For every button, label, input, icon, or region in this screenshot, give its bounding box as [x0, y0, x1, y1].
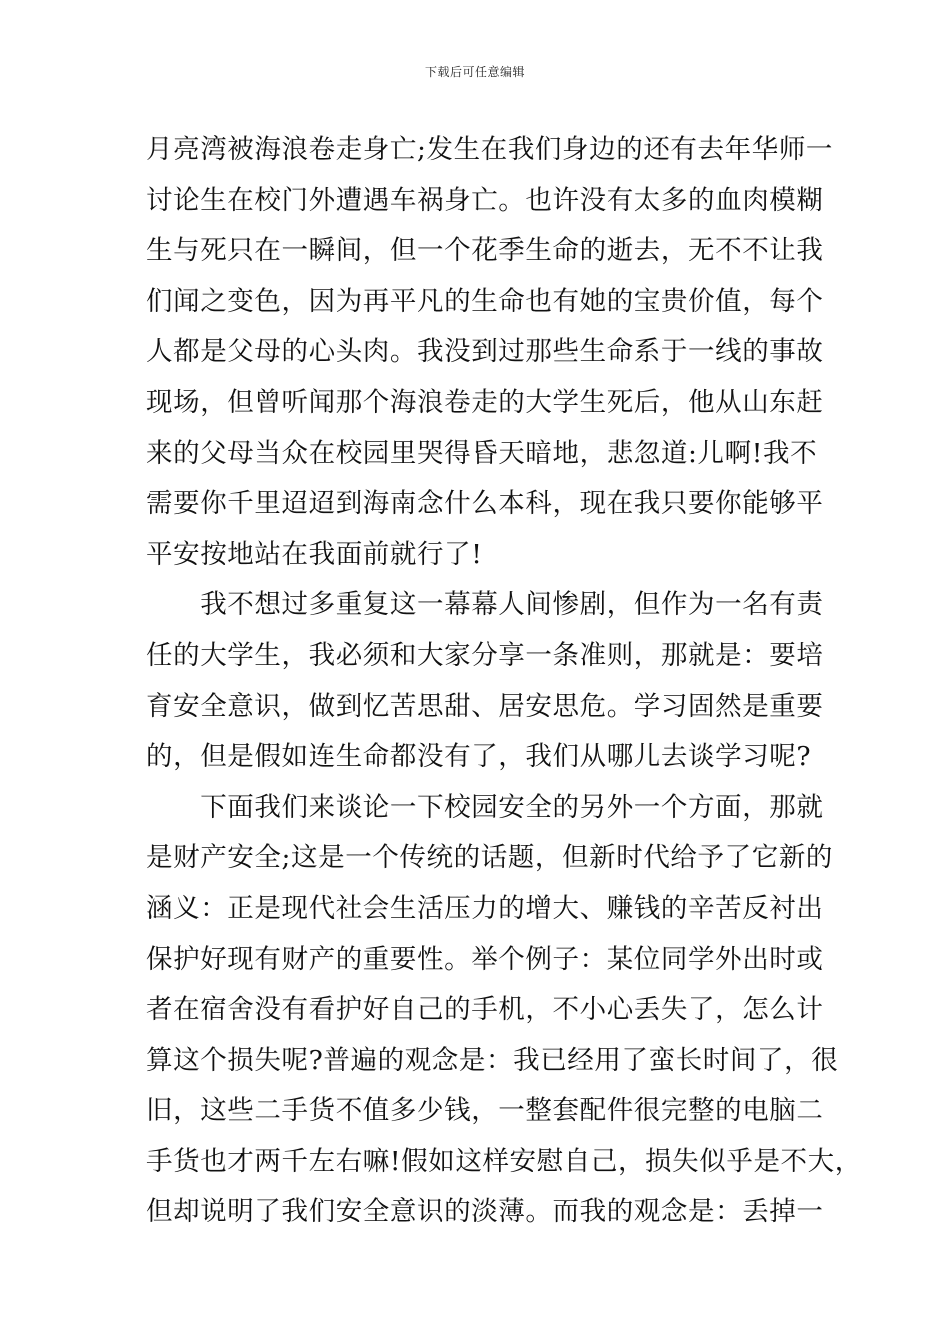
body-line: 任的大学生，我必须和大家分享一条准则，那就是：要培 — [146, 639, 824, 671]
body-line: 的，但是假如连生命都没有了，我们从哪儿去谈学习呢? — [146, 741, 812, 773]
document-body — [146, 125, 862, 1238]
body-line: 们闻之变色，因为再平凡的生命也有她的宝贵价值，每个 — [146, 285, 824, 317]
body-line: 讨论生在校门外遭遇车祸身亡。也许没有太多的血肉模糊 — [146, 184, 824, 216]
body-line: 生与死只在一瞬间，但一个花季生命的逝去，无不不让我 — [146, 235, 824, 267]
body-line: 现场，但曾听闻那个海浪卷走的大学生死后，他从山东赶 — [146, 386, 824, 418]
body-line: 月亮湾被海浪卷走身亡;发生在我们身边的还有去年华师一 — [146, 134, 834, 165]
body-line: 保护好现有财产的重要性。举个例子：某位同学外出时或 — [146, 943, 824, 975]
body-line: 平安按地站在我面前就行了! — [146, 538, 483, 570]
body-line: 育安全意识，做到忆苦思甜、居安思危。学习固然是重要 — [146, 690, 824, 722]
body-line: 人都是父母的心头肉。我没到过那些生命系于一线的事故 — [146, 336, 824, 368]
body-line: 旧，这些二手货不值多少钱，一整套配件很完整的电脑二 — [146, 1095, 824, 1127]
body-line: 涵义：正是现代社会生活压力的增大、赚钱的辛苦反衬出 — [146, 892, 824, 924]
body-line: 但却说明了我们安全意识的淡薄。而我的观念是：丢掉一 — [146, 1196, 824, 1228]
body-line: 算这个损失呢?普遍的观念是：我已经用了蛮长时间了，很 — [146, 1044, 839, 1076]
paragraph-start-line: 我不想过多重复这一幕幕人间惨剧，但作为一名有责 — [146, 589, 824, 621]
page-header: 下载后可任意编辑 — [424, 65, 525, 79]
body-line: 者在宿舍没有看护好自己的手机，不小心丢失了，怎么计 — [146, 994, 824, 1026]
paragraph-start-line: 下面我们来谈论一下校园安全的另外一个方面，那就 — [146, 791, 824, 823]
body-line: 手货也才两千左右嘛!假如这样安慰自己，损失似乎是不大， — [146, 1145, 862, 1177]
body-line: 来的父母当众在校园里哭得昏天暗地，悲忽道:儿啊!我不 — [146, 437, 818, 469]
body-line: 是财产安全;这是一个传统的话题，但新时代给予了它新的 — [146, 842, 834, 874]
body-line: 需要你千里迢迢到海南念什么本科，现在我只要你能够平 — [146, 488, 824, 520]
